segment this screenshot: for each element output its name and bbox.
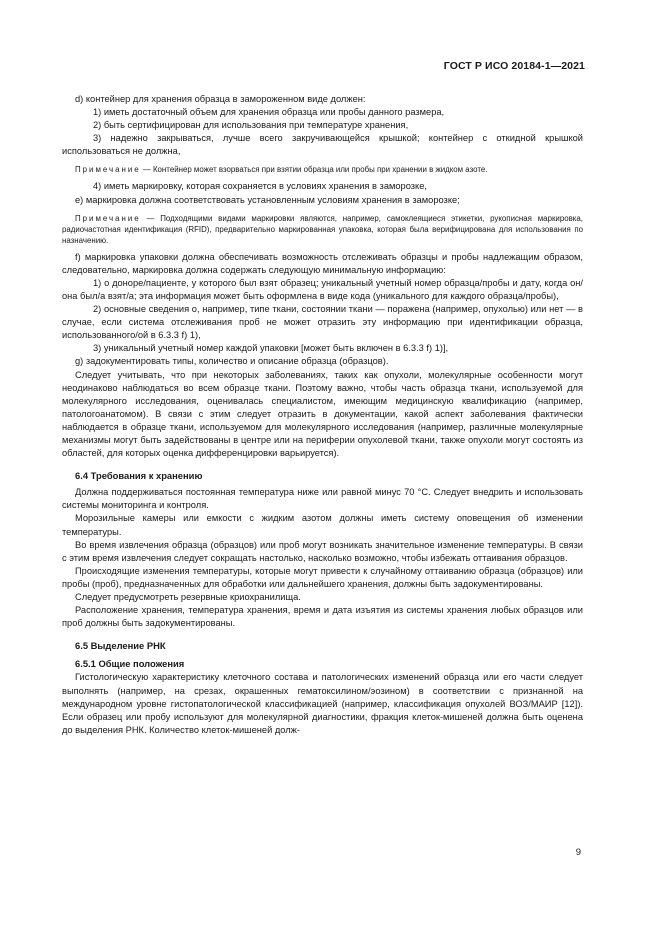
note-label: Примечание — [75, 165, 141, 175]
list-item-f2: 2) основные сведения о, например, типе ткани, состоянии ткани — поражена (например, опухолью) или нет — в случае, если система отслеживания проб не может отразить эту информацию при идентификации образца, использованного/ой в 6.3.3 f) 1), — [62, 304, 583, 341]
list-item-e: e) маркировка должна соответствовать установленным условиям хранения в заморозке; — [75, 194, 460, 205]
paragraph: Расположение хранения, температура хранения, время и дата изъятия из системы хранения любых образцов или проб должны быть задокументированы. — [62, 605, 583, 629]
list-item-d: d) контейнер для хранения образца в замороженном виде должен: — [75, 94, 366, 104]
page-number: 9 — [575, 847, 581, 858]
list-item-f3: 3) уникальный учетный номер каждой упаковки [может быть включен в 6.3.3 f) 1)], — [93, 343, 449, 354]
list-item-d3: 3) надежно закрываться, лучше всего закручивающейся крышкой; контейнер с откидной крышкой использоваться не должна, — [62, 133, 583, 157]
note-text: — Контейнер может взорваться при взятии образца или пробы при хранении в жидком азоте. — [140, 165, 488, 175]
list-item-d1: 1) иметь достаточный объем для хранения образца или пробы данного размера, — [93, 107, 445, 118]
list-item-d4: 4) иметь маркировку, которая сохраняется в условиях хранения в заморозке, — [93, 181, 427, 192]
list-item-g: g) задокументировать типы, количество и описание образца (образцов). — [75, 356, 389, 367]
list-item-f: f) маркировка упаковки должна обеспечивать возможность отслеживать образцы и пробы надлежащим образом, следовательно, маркировка должна содержать следующую минимальную информацию: — [62, 251, 583, 275]
note-2 — [62, 213, 583, 246]
list-item-d2: 2) быть сертифицирован для использования при температуре хранения, — [93, 120, 409, 131]
document-code-header: ГОСТ Р ИСО 20184-1—2021 — [443, 60, 585, 72]
paragraph: Во время извлечения образца (образцов) или проб могут возникать значительное изменение температуры. В связи с этим время извлечения следует сокращать настолько, насколько возможно, чтобы избежать оттаивания образцов. — [62, 539, 583, 563]
note-text: — Подходящими видами маркировки являются, например, самоклеящиеся этикетки, рукописная маркировка, радиочастотная идентификация (RFID), предварительно маркированная упаковка, которая была верифицирована для использования по назначению. — [62, 213, 583, 245]
paragraph-tumor-heterogeneity: Следует учитывать, что при некоторых заболеваниях, таких как опухоли, молекулярные особенности могут неодинаково наблюдаться во всем образце ткани. Поэтому важно, чтобы часть образца ткани, используемой для молекулярного исследования, оценивалась специалистом, имеющим медицинскую квалификацию (например, патологоанатомом). В связи с этим следует отразить в документации, какой аспект заболевания фактически наблюдается в образце ткани, используемом для молекулярного исследования (например, различные молекулярные механизмы могут быть задействованы в центре или на периферии опухолевой ткани, также опухоли могут состоять из областей, для которых оценка дифференцировки варьируется). — [62, 369, 583, 459]
paragraph: Должна поддерживаться постоянная температура ниже или равной минус 70 °C. Следует внедрить и использовать системы мониторинга и контроля. — [62, 487, 583, 511]
section-heading-6-5: 6.5 Выделение РНК — [75, 640, 166, 652]
paragraph: Гистологическую характеристику клеточного состава и патологических изменений образца или его части следует выполнять (например, на срезах, окрашенных гематоксилином/эозином) в соответствии с признанной на международном уровне гистопатологической классификацией (например, классификация опухолей ВОЗ/МАИР [12]). Если образец или пробу используют для молекулярной диагностики, фракция клеток-мишеней должна быть оценена до выделения РНК. Количество клеток-мишеней долж- — [62, 672, 583, 735]
section-heading-6-4: 6.4 Требования к хранению — [75, 470, 203, 482]
subsection-heading-6-5-1: 6.5.1 Общие положения — [75, 658, 185, 670]
note-1 — [62, 164, 583, 175]
paragraph: Происходящие изменения температуры, которые могут привести к случайному оттаиванию образца (образцов) или пробы (проб), предназначенных для обработки или дальнейшего хранения, должны быть задокументированы. — [62, 565, 583, 589]
note-label: Примечание — [75, 213, 141, 223]
paragraph: Морозильные камеры или емкости с жидким азотом должны иметь систему оповещения об изменении температуры. — [62, 513, 583, 537]
list-item-f1: 1) о доноре/пациенте, у которого был взят образец; уникальный учетный номер образца/пробы и дату, когда он/она был/а взят/а; эта информация может быть оформлена в виде кода (уникального для каждого образца/пробы), — [62, 277, 583, 301]
page-body — [62, 93, 583, 737]
paragraph: Следует предусмотреть резервные криохранилища. — [75, 592, 301, 602]
